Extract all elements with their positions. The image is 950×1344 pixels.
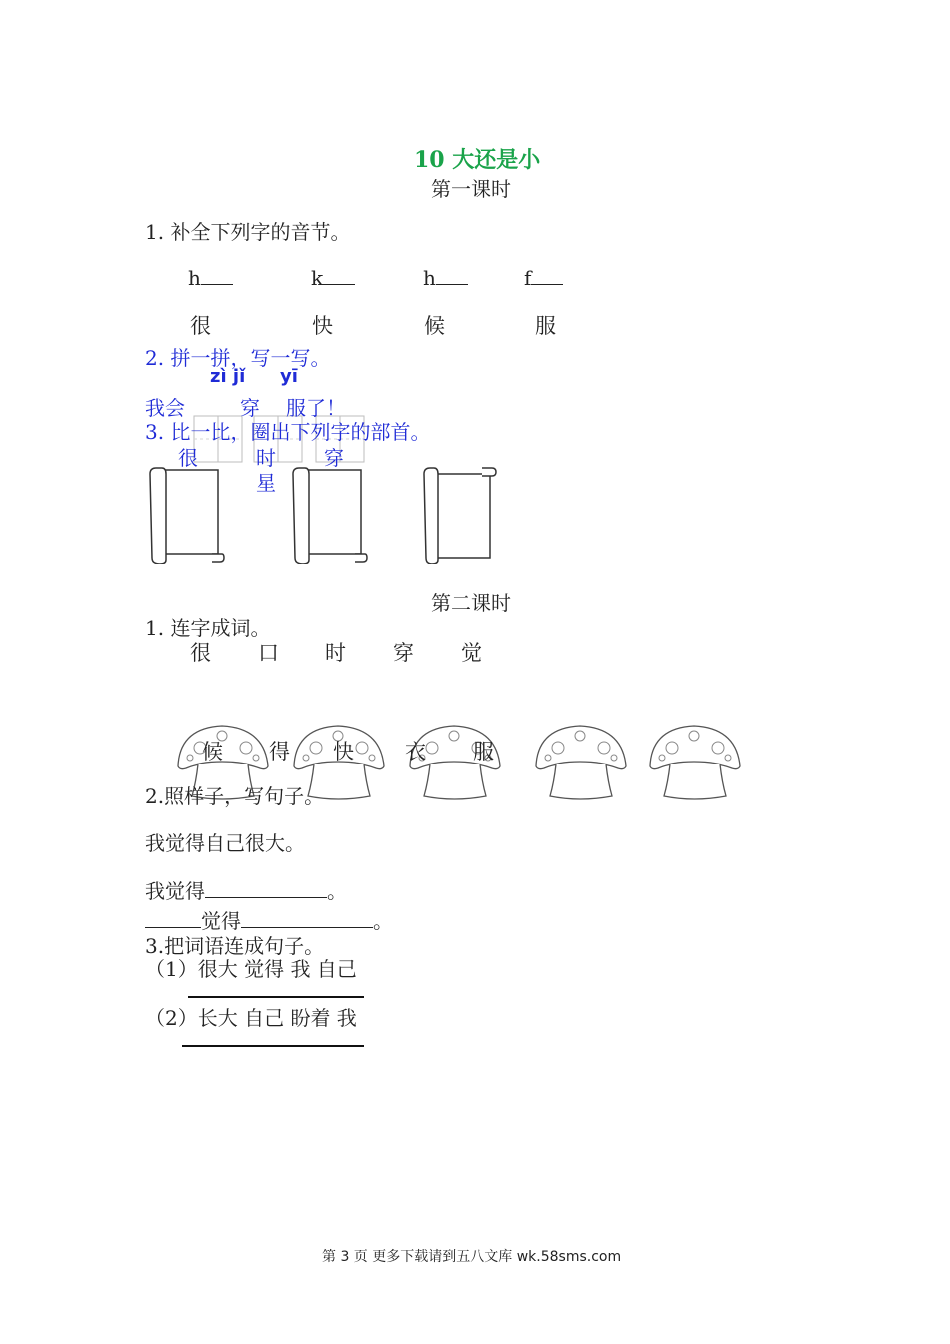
scroll-answer-box-1[interactable] (146, 464, 226, 564)
l2-q3-prompt: 3.把词语连成句子。 (145, 934, 325, 958)
scroll-answer-box-2[interactable] (289, 464, 369, 564)
word-order-item-1: （1）很大 觉得 我 自己 (145, 957, 357, 981)
sentence-end: 服了！ (286, 396, 346, 420)
lesson-two-heading: 第二课时 (431, 591, 511, 615)
char-hen: 很 (190, 314, 211, 338)
radical-char-2: 时 (256, 446, 276, 470)
word-order-item-2: （2）长大 自己 盼着 我 (145, 1006, 357, 1030)
l2-q2-prompt: 2.照样子，写句子。 (145, 784, 325, 808)
pinyin-ziji: zì jǐ (210, 366, 246, 387)
match-bottom-4[interactable]: 衣 (405, 740, 426, 764)
fill-line-2[interactable]: 觉得 。 (145, 905, 393, 934)
char-hou: 候 (424, 314, 445, 338)
page-footer: 第 3 页 更多下载请到五八文库 wk.58sms.com (322, 1249, 622, 1265)
scroll-answer-box-3[interactable] (420, 464, 500, 564)
match-top-4[interactable]: 穿 (393, 641, 414, 665)
radical-char-3: 穿 (324, 446, 344, 470)
sentence-start: 我会 (145, 396, 185, 420)
char-fu: 服 (535, 314, 556, 338)
page-title: 10 大还是小 (414, 147, 541, 173)
match-bottom-2[interactable]: 得 (269, 740, 290, 764)
match-top-5[interactable]: 觉 (461, 641, 482, 665)
l1-q1-prompt: 1. 补全下列字的音节。 (145, 220, 351, 244)
pinyin-yi: yī (280, 366, 298, 387)
answer-line-2[interactable] (182, 1045, 364, 1047)
syllable-blank-2[interactable]: k (311, 266, 355, 290)
lesson-one-heading: 第一课时 (431, 177, 511, 201)
match-bottom-3[interactable]: 快 (333, 740, 354, 764)
example-sentence: 我觉得自己很大。 (145, 831, 305, 855)
match-bottom-5[interactable]: 服 (473, 740, 494, 764)
l1-q3-prompt: 3. 比一比，圈出下列字的部首。 (145, 420, 431, 444)
radical-char-1: 很 (178, 446, 198, 470)
syllable-blank-1[interactable]: h (188, 266, 233, 290)
fill-line-1[interactable]: 我觉得 。 (145, 879, 347, 903)
match-bottom-1[interactable]: 候 (202, 740, 223, 764)
sentence-mid: 穿 (240, 396, 260, 420)
match-top-2[interactable]: 口 (258, 641, 279, 665)
match-top-3[interactable]: 时 (325, 641, 346, 665)
answer-line-1[interactable] (188, 996, 364, 998)
syllable-blank-4[interactable]: f (524, 266, 563, 290)
match-top-1[interactable]: 很 (190, 641, 211, 665)
syllable-blank-3[interactable]: h (423, 266, 468, 290)
l2-q1-prompt: 1. 连字成词。 (145, 616, 271, 640)
radical-char-5: 星 (256, 471, 276, 495)
char-kuai: 快 (312, 314, 333, 338)
l1-q2-prompt: 2. 拼一拼，写一写。 (145, 346, 331, 370)
